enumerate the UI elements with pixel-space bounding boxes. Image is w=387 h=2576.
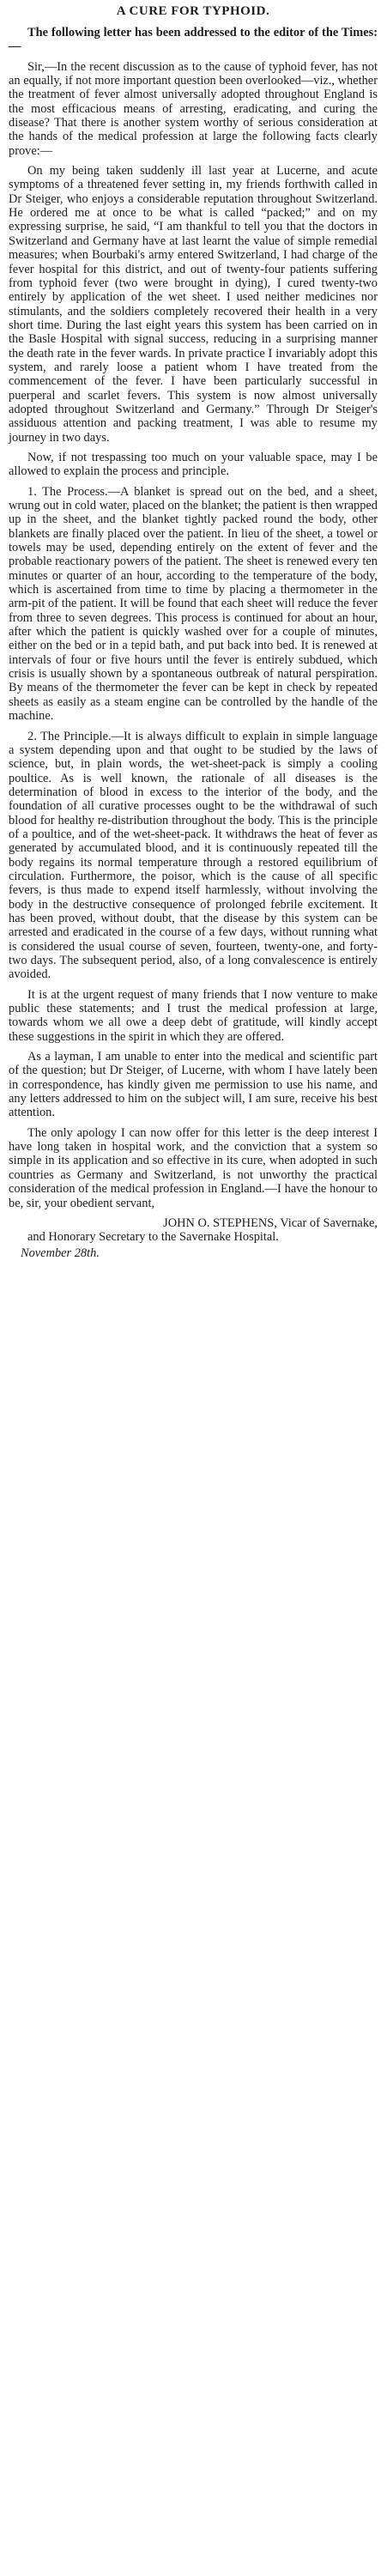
paragraph-transition: Now, if not trespassing too much on your valuable space, may I be allowed to explain the process and principle. — [9, 450, 378, 479]
paragraph-layman: As a layman, I am unable to enter into the medical and scientific part of the question; but Dr Steiger, of Lucerne, with whom I have lately been in correspondence, has kindly given me permission to use his name, and any letters addressed to him on the subject will, I am sure, receive his best attention. — [9, 1050, 378, 1120]
signature-name: JOHN O. STEPHENS, Vicar of Savernake, — [163, 1215, 378, 1230]
paragraph-principle: 2. The Principle.—It is always difficult to explain in simple language a system depending upon and that ought to be studied by the laws of science, but, in plain words, the wet-sheet-pack is simply a cooling poultice. As is well known, the rationale of all diseases is the determination of blood in excess to the interior of the body, and the foundation of all curative processes ought to be the withdrawal of such blood for healthy re-distribution throughout the body. This is the principle of a poultice, and of the wet-sheet-pack. It withdraws the heat of fever as generated by accumulated blood, and it is continuously repeated till the body regains its normal temperature through a restored equilibrium of circulation. Furthermore, the poisor, which is the cause of all specific fevers, is thus made to expend itself harmlessly, without involving the body in the destructive consequence of prolonged febrile excitement. It has been proved, without doubt, that the disease by this system can be arrested and eradicated in the course of a few days, without running what is considered the usual course of seven, fourteen, twenty-one, and forty-two days. The subsequent period, also, of a long convalescence is entirely avoided. — [9, 729, 378, 982]
letter-date: November 28th. — [21, 1246, 100, 1260]
article-intro: The following letter has been addressed to the editor of the Times:— — [9, 26, 378, 54]
paragraph-request: It is at the urgent request of many friends that I now venture to make public these statements; and I trust the medical profession at large, towards whom we all owe a deep debt of gratitude, will kindly accept these suggestions in the spirit in which they are offered. — [9, 987, 378, 1044]
paragraph-lucerne-illness: On my being taken suddenly ill last year at Lucerne, and acute symptoms of a threatened fever setting in, my friends forthwith called in Dr Steiger, who enjoys a considerable reputation throughout Switzerland. He ordered me at once to be what is called “packed;” and on my expressing surprise, he said, “I am thankful to tell you that the doctors in Switzerland and Germany have at last learnt the value of simple remedial measures; when Bourbaki's army entered Switzerland, I had charge of the fever hospital for this district, and out of twenty-four patients suffering from typhoid fever (two were brought in dying), I cured twenty-two entirely by application of the wet sheet. I used neither medicines nor stimulants, and the soldiers completely recovered their health in a very short time. During the last eight years this system has been carried on in the Basle Hospital with signal success, reducing in a surprising manner the death rate in the fever wards. In private practice I invariably adopt this system, and rarely loose a patient whom I have treated from the commencement of the fever. I have been particularly successful in puerperal and scarlet fevers. This system is now almost universally adopted throughout Switzerland and Germany.” Through Dr Steiger's assiduous attention and packing treatment, I was able to resume my journey in two days. — [9, 164, 378, 445]
signature-title: and Honorary Secretary to the Savernake Hospital. — [27, 1230, 279, 1245]
article-title: A CURE FOR TYPHOID. — [116, 4, 270, 18]
paragraph-process: 1. The Process.—A blanket is spread out on the bed, and a sheet, wrung out in cold water, placed on the blanket; the patient is then wrapped up in the sheet, and the blanket tightly packed round the body, other blankets are finally placed over the patient. In lieu of the sheet, a towel or towels may be used, depending entirely on the extent of fever and the probable reactionary powers of the patient. The sheet is renewed every ten minutes or quarter of an hour, according to the temperature of the body, which is ascertained from time to time by placing a thermometer in the arm-pit of the patient. It will be found that each sheet will reduce the fever from three to seven degrees. This process is continued for about an hour, after which the patient is quickly washed over for a couple of minutes, either on the bed or in a tepid bath, and put back into bed. It is renewed at intervals of four or five hours until the fever is entirely subdued, which crisis is usually shown by a spontaneous outbreak of natural perspiration. By means of the thermometer the fever can be kept in check by repeated sheets as easily as a steam engine can be controlled by the handle of the machine. — [9, 484, 378, 724]
paragraph-closing: The only apology I can now offer for this letter is the deep interest I have long taken in hospital work, and the conviction that a system so simple in its application and so effective in its cure, when adopted in such countries as Germany and Switzerland, is not unworthy the practical consideration of the medical profession in England.—I have the honour to be, sir, your obedient servant, — [9, 1125, 378, 1210]
paragraph-salutation: Sir,—In the recent discussion as to the cause of typhoid fever, has not an equally, if not more important question been overlooked—viz., whether the treatment of fever almost universally adopted throughout England is the most efficacious means of arresting, eradicating, and curing the disease? That there is another system worthy of serious consideration at the hands of the medical profession at large the following facts clearly prove:— — [9, 59, 378, 158]
